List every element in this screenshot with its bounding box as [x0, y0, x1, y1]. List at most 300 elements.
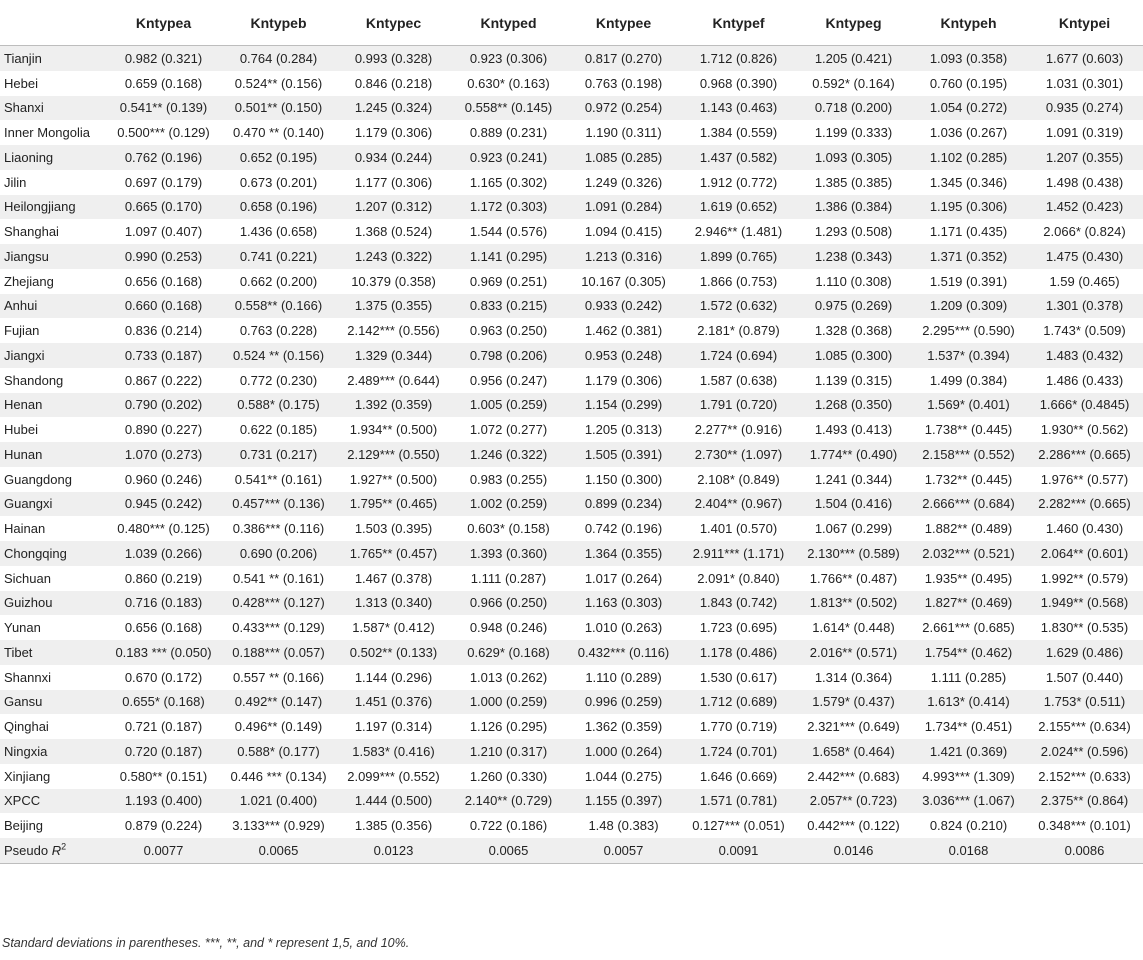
table-cell: 1.927** (0.500)	[336, 467, 451, 492]
table-cell: 1.827** (0.469)	[911, 591, 1026, 616]
table-cell: 2.064** (0.601)	[1026, 541, 1143, 566]
table-cell: 0.721 (0.187)	[106, 714, 221, 739]
table-cell: 1.375 (0.355)	[336, 294, 451, 319]
table-cell: 0.188*** (0.057)	[221, 640, 336, 665]
table-cell: 0.656 (0.168)	[106, 269, 221, 294]
table-cell: 1.054 (0.272)	[911, 96, 1026, 121]
table-cell: 1.444 (0.500)	[336, 789, 451, 814]
table-cell: 2.152*** (0.633)	[1026, 764, 1143, 789]
table-cell: 2.158*** (0.552)	[911, 442, 1026, 467]
table-cell: 1.362 (0.359)	[566, 714, 681, 739]
table-cell: 1.493 (0.413)	[796, 417, 911, 442]
table-cell: 1.499 (0.384)	[911, 368, 1026, 393]
table-cell: 1.005 (0.259)	[451, 393, 566, 418]
table-cell: 2.946** (1.481)	[681, 219, 796, 244]
table-cell: 1.486 (0.433)	[1026, 368, 1143, 393]
table-cell: 0.541 ** (0.161)	[221, 566, 336, 591]
table-cell: 1.613* (0.414)	[911, 690, 1026, 715]
table-cell: 1.155 (0.397)	[566, 789, 681, 814]
table-cell: 1.519 (0.391)	[911, 269, 1026, 294]
table-cell: 1.246 (0.322)	[451, 442, 566, 467]
table-row	[0, 219, 1143, 244]
table-cell: 1.882** (0.489)	[911, 516, 1026, 541]
table-cell: 0.630* (0.163)	[451, 71, 566, 96]
table-cell: 0.0091	[681, 838, 796, 863]
table-cell: 0.836 (0.214)	[106, 318, 221, 343]
table-cell: 0.990 (0.253)	[106, 244, 221, 269]
table-row	[0, 195, 1143, 220]
table-cell: 1.935** (0.495)	[911, 566, 1026, 591]
table-cell: 1.452 (0.423)	[1026, 195, 1143, 220]
table-cell: 1.000 (0.259)	[451, 690, 566, 715]
table-cell: 0.588* (0.177)	[221, 739, 336, 764]
table-cell: 1.345 (0.346)	[911, 170, 1026, 195]
row-label: Chongqing	[0, 541, 106, 566]
table-cell: 0.996 (0.259)	[566, 690, 681, 715]
table-cell: 1.364 (0.355)	[566, 541, 681, 566]
table-cell: 1.385 (0.356)	[336, 813, 451, 838]
table-row	[0, 170, 1143, 195]
table-cell: 1.013 (0.262)	[451, 665, 566, 690]
table-cell: 0.541** (0.161)	[221, 467, 336, 492]
table-cell: 1.067 (0.299)	[796, 516, 911, 541]
table-cell: 0.446 *** (0.134)	[221, 764, 336, 789]
table-cell: 0.660 (0.168)	[106, 294, 221, 319]
table-cell: 1.144 (0.296)	[336, 665, 451, 690]
table-row	[0, 442, 1143, 467]
row-label: Guizhou	[0, 591, 106, 616]
table-cell: 1.743* (0.509)	[1026, 318, 1143, 343]
table-cell: 2.130*** (0.589)	[796, 541, 911, 566]
table-cell: 1.753* (0.511)	[1026, 690, 1143, 715]
table-cell: 0.972 (0.254)	[566, 96, 681, 121]
header-cell-kntyped: Kntyped	[451, 0, 566, 46]
table-cell: 1.111 (0.287)	[451, 566, 566, 591]
table-cell: 1.260 (0.330)	[451, 764, 566, 789]
table-cell: 0.673 (0.201)	[221, 170, 336, 195]
table-cell: 2.489*** (0.644)	[336, 368, 451, 393]
header-cell-kntypee: Kntypee	[566, 0, 681, 46]
table-cell: 1.268 (0.350)	[796, 393, 911, 418]
row-label: Ningxia	[0, 739, 106, 764]
table-cell: 0.0057	[566, 838, 681, 863]
table-cell: 1.070 (0.273)	[106, 442, 221, 467]
table-cell: 1.436 (0.658)	[221, 219, 336, 244]
row-label: Guangxi	[0, 492, 106, 517]
table-cell: 0.889 (0.231)	[451, 120, 566, 145]
table-cell: 0.731 (0.217)	[221, 442, 336, 467]
table-cell: 2.375** (0.864)	[1026, 789, 1143, 814]
table-cell: 1.195 (0.306)	[911, 195, 1026, 220]
row-label: Anhui	[0, 294, 106, 319]
table-cell: 0.480*** (0.125)	[106, 516, 221, 541]
table-row	[0, 838, 1143, 863]
table-cell: 0.763 (0.228)	[221, 318, 336, 343]
table-cell: 1.734** (0.451)	[911, 714, 1026, 739]
table-cell: 1.505 (0.391)	[566, 442, 681, 467]
table-cell: 0.0086	[1026, 838, 1143, 863]
table-cell: 1.766** (0.487)	[796, 566, 911, 591]
table-cell: 0.960 (0.246)	[106, 467, 221, 492]
table-cell: 2.404** (0.967)	[681, 492, 796, 517]
table-cell: 1.899 (0.765)	[681, 244, 796, 269]
table-cell: 1.504 (0.416)	[796, 492, 911, 517]
table-cell: 0.824 (0.210)	[911, 813, 1026, 838]
table-cell: 1.368 (0.524)	[336, 219, 451, 244]
table-cell: 1.587* (0.412)	[336, 615, 451, 640]
table-row	[0, 417, 1143, 442]
table-cell: 1.036 (0.267)	[911, 120, 1026, 145]
table-cell: 1.002 (0.259)	[451, 492, 566, 517]
table-cell: 2.321*** (0.649)	[796, 714, 911, 739]
table-cell: 0.127*** (0.051)	[681, 813, 796, 838]
table-cell: 0.963 (0.250)	[451, 318, 566, 343]
table-cell: 1.48 (0.383)	[566, 813, 681, 838]
table-cell: 1.172 (0.303)	[451, 195, 566, 220]
table-cell: 1.467 (0.378)	[336, 566, 451, 591]
table-cell: 1.177 (0.306)	[336, 170, 451, 195]
table-cell: 1.139 (0.315)	[796, 368, 911, 393]
row-label: Zhejiang	[0, 269, 106, 294]
table-cell: 0.665 (0.170)	[106, 195, 221, 220]
table-cell: 1.249 (0.326)	[566, 170, 681, 195]
table-cell: 0.969 (0.251)	[451, 269, 566, 294]
table-cell: 0.772 (0.230)	[221, 368, 336, 393]
table-cell: 1.085 (0.285)	[566, 145, 681, 170]
row-label: Henan	[0, 393, 106, 418]
table-cell: 1.460 (0.430)	[1026, 516, 1143, 541]
table-cell: 1.241 (0.344)	[796, 467, 911, 492]
table-row	[0, 516, 1143, 541]
table-cell: 1.813** (0.502)	[796, 591, 911, 616]
table-cell: 2.099*** (0.552)	[336, 764, 451, 789]
row-label: Guangdong	[0, 467, 106, 492]
table-cell: 2.181* (0.879)	[681, 318, 796, 343]
table-cell: 1.462 (0.381)	[566, 318, 681, 343]
table-cell: 0.0146	[796, 838, 911, 863]
table-cell: 0.659 (0.168)	[106, 71, 221, 96]
table-cell: 0.899 (0.234)	[566, 492, 681, 517]
row-label: Hunan	[0, 442, 106, 467]
table-cell: 0.956 (0.247)	[451, 368, 566, 393]
table-cell: 1.091 (0.319)	[1026, 120, 1143, 145]
row-label: Hainan	[0, 516, 106, 541]
table-cell: 0.0065	[451, 838, 566, 863]
row-label: Heilongjiang	[0, 195, 106, 220]
table-cell: 1.163 (0.303)	[566, 591, 681, 616]
table-cell: 0.0077	[106, 838, 221, 863]
table-cell: 1.992** (0.579)	[1026, 566, 1143, 591]
table-cell: 0.442*** (0.122)	[796, 813, 911, 838]
table-cell: 1.178 (0.486)	[681, 640, 796, 665]
table-cell: 0.432*** (0.116)	[566, 640, 681, 665]
table-cell: 1.483 (0.432)	[1026, 343, 1143, 368]
table-cell: 1.205 (0.421)	[796, 46, 911, 71]
table-cell: 0.993 (0.328)	[336, 46, 451, 71]
table-cell: 2.129*** (0.550)	[336, 442, 451, 467]
table-cell: 0.933 (0.242)	[566, 294, 681, 319]
table-cell: 0.867 (0.222)	[106, 368, 221, 393]
table-cell: 0.718 (0.200)	[796, 96, 911, 121]
table-cell: 0.502** (0.133)	[336, 640, 451, 665]
table-cell: 0.558** (0.166)	[221, 294, 336, 319]
table-cell: 1.110 (0.289)	[566, 665, 681, 690]
table-cell: 0.741 (0.221)	[221, 244, 336, 269]
table-cell: 2.730** (1.097)	[681, 442, 796, 467]
table-cell: 1.238 (0.343)	[796, 244, 911, 269]
table-cell: 3.133*** (0.929)	[221, 813, 336, 838]
table-cell: 1.093 (0.358)	[911, 46, 1026, 71]
row-label: Inner Mongolia	[0, 120, 106, 145]
row-label: Hebei	[0, 71, 106, 96]
table-cell: 1.537* (0.394)	[911, 343, 1026, 368]
table-cell: 0.580** (0.151)	[106, 764, 221, 789]
table-cell: 1.765** (0.457)	[336, 541, 451, 566]
row-label: Tianjin	[0, 46, 106, 71]
table-cell: 1.102 (0.285)	[911, 145, 1026, 170]
table-cell: 1.143 (0.463)	[681, 96, 796, 121]
table-cell: 0.670 (0.172)	[106, 665, 221, 690]
table-cell: 1.976** (0.577)	[1026, 467, 1143, 492]
table-header-row	[0, 0, 1143, 46]
table-cell: 1.579* (0.437)	[796, 690, 911, 715]
table-cell: 0.501** (0.150)	[221, 96, 336, 121]
table-cell: 1.866 (0.753)	[681, 269, 796, 294]
table-cell: 0.763 (0.198)	[566, 71, 681, 96]
row-label: Jiangxi	[0, 343, 106, 368]
table-cell: 0.348*** (0.101)	[1026, 813, 1143, 838]
table-row	[0, 640, 1143, 665]
table-cell: 1.207 (0.355)	[1026, 145, 1143, 170]
table-cell: 0.470 ** (0.140)	[221, 120, 336, 145]
table-row	[0, 244, 1143, 269]
table-cell: 0.658 (0.196)	[221, 195, 336, 220]
table-cell: 1.619 (0.652)	[681, 195, 796, 220]
table-cell: 1.010 (0.263)	[566, 615, 681, 640]
table-cell: 1.126 (0.295)	[451, 714, 566, 739]
table-cell: 2.282*** (0.665)	[1026, 492, 1143, 517]
table-row	[0, 46, 1143, 71]
table-row	[0, 764, 1143, 789]
table-cell: 1.072 (0.277)	[451, 417, 566, 442]
row-label: Pseudo $R^2$	[0, 838, 106, 863]
table-cell: 1.017 (0.264)	[566, 566, 681, 591]
table-cell: 1.329 (0.344)	[336, 343, 451, 368]
row-label: Shanxi	[0, 96, 106, 121]
table-row	[0, 368, 1143, 393]
table-cell: 1.830** (0.535)	[1026, 615, 1143, 640]
row-label: Beijing	[0, 813, 106, 838]
table-cell: 2.091* (0.840)	[681, 566, 796, 591]
header-cell-kntypeg: Kntypeg	[796, 0, 911, 46]
table-cell: 1.097 (0.407)	[106, 219, 221, 244]
table-cell: 1.475 (0.430)	[1026, 244, 1143, 269]
table-cell: 1.571 (0.781)	[681, 789, 796, 814]
table-cell: 1.451 (0.376)	[336, 690, 451, 715]
header-cell-kntypei: Kntypei	[1026, 0, 1143, 46]
row-label: Xinjiang	[0, 764, 106, 789]
table-cell: 1.371 (0.352)	[911, 244, 1026, 269]
table-cell: 1.039 (0.266)	[106, 541, 221, 566]
table-cell: 1.000 (0.264)	[566, 739, 681, 764]
table-cell: 1.392 (0.359)	[336, 393, 451, 418]
table-cell: 2.911*** (1.171)	[681, 541, 796, 566]
table-cell: 0.945 (0.242)	[106, 492, 221, 517]
row-label: Jilin	[0, 170, 106, 195]
table-cell: 0.433*** (0.129)	[221, 615, 336, 640]
table-cell: 0.935 (0.274)	[1026, 96, 1143, 121]
table-cell: 1.843 (0.742)	[681, 591, 796, 616]
table-row	[0, 343, 1143, 368]
table-cell: 0.183 *** (0.050)	[106, 640, 221, 665]
table-cell: 1.171 (0.435)	[911, 219, 1026, 244]
table-cell: 0.558** (0.145)	[451, 96, 566, 121]
table-cell: 1.583* (0.416)	[336, 739, 451, 764]
table-cell: 0.386*** (0.116)	[221, 516, 336, 541]
row-label: Sichuan	[0, 566, 106, 591]
table-cell: 0.662 (0.200)	[221, 269, 336, 294]
table-row	[0, 318, 1143, 343]
table-cell: 2.016** (0.571)	[796, 640, 911, 665]
table-cell: 0.0168	[911, 838, 1026, 863]
table-cell: 0.923 (0.306)	[451, 46, 566, 71]
table-cell: 2.024** (0.596)	[1026, 739, 1143, 764]
table-cell: 1.313 (0.340)	[336, 591, 451, 616]
table-cell: 1.094 (0.415)	[566, 219, 681, 244]
table-cell: 1.301 (0.378)	[1026, 294, 1143, 319]
table-cell: 0.603* (0.158)	[451, 516, 566, 541]
table-cell: 1.421 (0.369)	[911, 739, 1026, 764]
table-cell: 0.983 (0.255)	[451, 467, 566, 492]
table-cell: 1.205 (0.313)	[566, 417, 681, 442]
table-body	[0, 46, 1143, 864]
table-cell: 0.0123	[336, 838, 451, 863]
table-cell: 1.193 (0.400)	[106, 789, 221, 814]
table-row	[0, 813, 1143, 838]
table-cell: 2.140** (0.729)	[451, 789, 566, 814]
table-cell: 0.720 (0.187)	[106, 739, 221, 764]
table-cell: 0.890 (0.227)	[106, 417, 221, 442]
table-cell: 1.021 (0.400)	[221, 789, 336, 814]
row-label: Qinghai	[0, 714, 106, 739]
table-cell: 1.646 (0.669)	[681, 764, 796, 789]
table-cell: 1.930** (0.562)	[1026, 417, 1143, 442]
table-cell: 1.190 (0.311)	[566, 120, 681, 145]
table-cell: 0.953 (0.248)	[566, 343, 681, 368]
table-cell: 1.912 (0.772)	[681, 170, 796, 195]
table-cell: 0.760 (0.195)	[911, 71, 1026, 96]
table-cell: 1.150 (0.300)	[566, 467, 681, 492]
table-cell: 2.661*** (0.685)	[911, 615, 1026, 640]
table-cell: 0.966 (0.250)	[451, 591, 566, 616]
table-cell: 1.724 (0.694)	[681, 343, 796, 368]
table-cell: 0.975 (0.269)	[796, 294, 911, 319]
table-cell: 0.0065	[221, 838, 336, 863]
table-cell: 1.141 (0.295)	[451, 244, 566, 269]
table-cell: 0.457*** (0.136)	[221, 492, 336, 517]
table-cell: 1.384 (0.559)	[681, 120, 796, 145]
table-cell: 1.197 (0.314)	[336, 714, 451, 739]
table-cell: 1.213 (0.316)	[566, 244, 681, 269]
table-cell: 2.032*** (0.521)	[911, 541, 1026, 566]
table-cell: 1.091 (0.284)	[566, 195, 681, 220]
table-cell: 0.968 (0.390)	[681, 71, 796, 96]
table-cell: 1.658* (0.464)	[796, 739, 911, 764]
table-cell: 1.328 (0.368)	[796, 318, 911, 343]
table-cell: 1.209 (0.309)	[911, 294, 1026, 319]
row-label: Hubei	[0, 417, 106, 442]
table-row	[0, 492, 1143, 517]
table-cell: 0.846 (0.218)	[336, 71, 451, 96]
table-cell: 0.923 (0.241)	[451, 145, 566, 170]
table-cell: 0.879 (0.224)	[106, 813, 221, 838]
table-cell: 1.031 (0.301)	[1026, 71, 1143, 96]
row-label: Tibet	[0, 640, 106, 665]
table-cell: 1.165 (0.302)	[451, 170, 566, 195]
table-cell: 1.503 (0.395)	[336, 516, 451, 541]
table-cell: 1.791 (0.720)	[681, 393, 796, 418]
table-cell: 0.496** (0.149)	[221, 714, 336, 739]
row-label: Shannxi	[0, 665, 106, 690]
table-cell: 1.770 (0.719)	[681, 714, 796, 739]
table-cell: 0.733 (0.187)	[106, 343, 221, 368]
table-cell: 1.774** (0.490)	[796, 442, 911, 467]
table-cell: 10.379 (0.358)	[336, 269, 451, 294]
table-cell: 0.948 (0.246)	[451, 615, 566, 640]
table-cell: 1.629 (0.486)	[1026, 640, 1143, 665]
table-cell: 1.210 (0.317)	[451, 739, 566, 764]
table-footnote: Standard deviations in parentheses. ***, **, and * represent 1,5, and 10%.	[2, 936, 410, 950]
table-cell: 1.111 (0.285)	[911, 665, 1026, 690]
table-cell: 1.507 (0.440)	[1026, 665, 1143, 690]
table-cell: 1.754** (0.462)	[911, 640, 1026, 665]
table-cell: 1.243 (0.322)	[336, 244, 451, 269]
header-cell-kntypea: Kntypea	[106, 0, 221, 46]
table-cell: 0.934 (0.244)	[336, 145, 451, 170]
table-cell: 1.934** (0.500)	[336, 417, 451, 442]
table-cell: 1.401 (0.570)	[681, 516, 796, 541]
table-cell: 0.860 (0.219)	[106, 566, 221, 591]
row-label: Shandong	[0, 368, 106, 393]
row-label: Fujian	[0, 318, 106, 343]
table-cell: 1.587 (0.638)	[681, 368, 796, 393]
table-cell: 0.764 (0.284)	[221, 46, 336, 71]
table-cell: 2.155*** (0.634)	[1026, 714, 1143, 739]
table-row	[0, 294, 1143, 319]
table-row	[0, 71, 1143, 96]
table-cell: 10.167 (0.305)	[566, 269, 681, 294]
table-cell: 1.795** (0.465)	[336, 492, 451, 517]
table-cell: 0.690 (0.206)	[221, 541, 336, 566]
table-cell: 0.622 (0.185)	[221, 417, 336, 442]
table-cell: 1.738** (0.445)	[911, 417, 1026, 442]
table-cell: 0.588* (0.175)	[221, 393, 336, 418]
table-row	[0, 393, 1143, 418]
table-cell: 1.207 (0.312)	[336, 195, 451, 220]
table-row	[0, 789, 1143, 814]
table-cell: 1.179 (0.306)	[336, 120, 451, 145]
table-cell: 2.286*** (0.665)	[1026, 442, 1143, 467]
table-cell: 1.498 (0.438)	[1026, 170, 1143, 195]
table-row	[0, 541, 1143, 566]
row-label: Yunan	[0, 615, 106, 640]
table-cell: 0.557 ** (0.166)	[221, 665, 336, 690]
table-cell: 1.544 (0.576)	[451, 219, 566, 244]
table-cell: 1.293 (0.508)	[796, 219, 911, 244]
row-label: XPCC	[0, 789, 106, 814]
table-cell: 1.723 (0.695)	[681, 615, 796, 640]
table-cell: 0.656 (0.168)	[106, 615, 221, 640]
